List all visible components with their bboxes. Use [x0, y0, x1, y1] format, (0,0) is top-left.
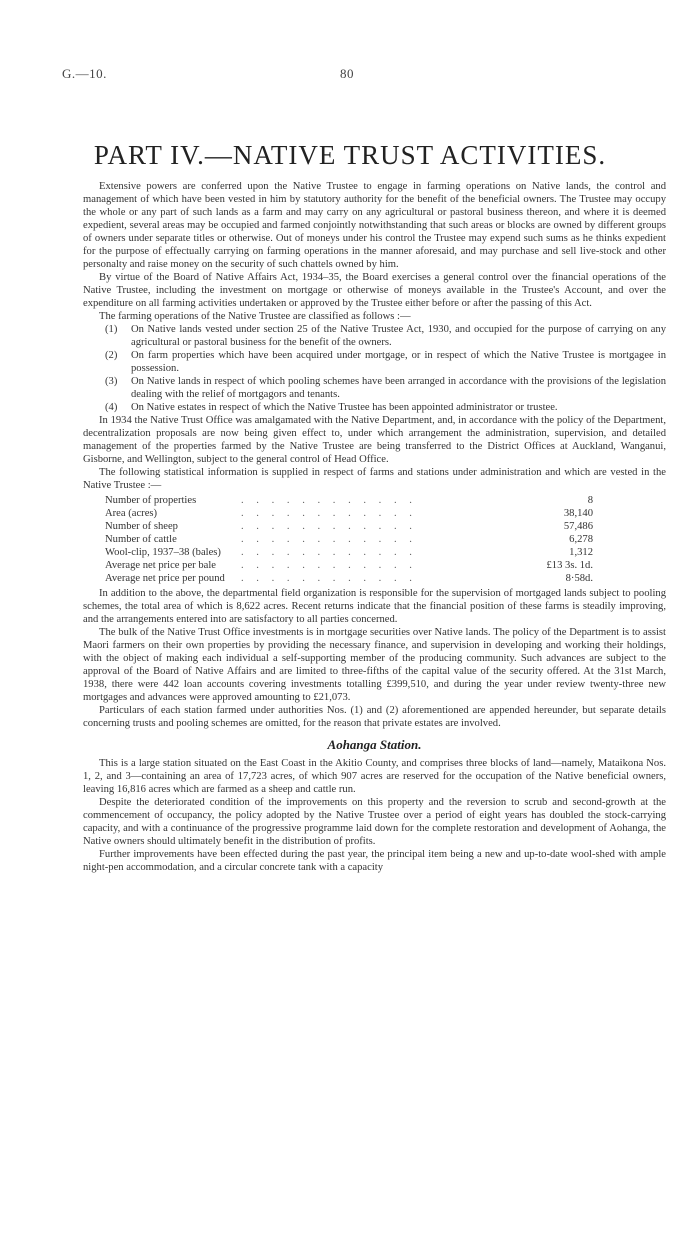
list-item [83, 401, 666, 414]
leader-dots: . . . . . . . . . . . . [241, 560, 417, 571]
stat-label: Number of cattle [105, 534, 177, 545]
leader-dots: . . . . . . . . . . . . [241, 508, 417, 519]
list-item-text: On Native estates in respect of which the Native Trustee has been appointed administrator or trustee. [131, 402, 558, 413]
list-item-text: On Native lands vested under section 25 of the Native Trustee Act, 1930, and occupied for the purpose of carrying on any agricultural or pastoral business for the benefit of the owners. [131, 324, 666, 348]
list-item-number: (2) [105, 350, 118, 361]
leader-dots: . . . . . . . . . . . . [241, 495, 417, 506]
leader-dots: . . . . . . . . . . . . [241, 521, 417, 532]
paragraph: In 1934 the Native Trust Office was amalgamated with the Native Department, and, in accordance with the policy of the Department, decentralization proposals are now being given effect to, under which arrangement the administration, supervision, and detailed management of the properties farmed by the Native Trustee are being transferred to the District Offices at Auckland, Wanganui, Gisborne, and Wellington, subject to the general control of Head Office. [83, 415, 666, 465]
leader-dots: . . . . . . . . . . . . [241, 547, 417, 558]
list-item-text: On farm properties which have been acquired under mortgage, or in respect of which the Native Trustee is mortgagee in possession. [131, 350, 666, 374]
stat-label: Number of sheep [105, 521, 178, 532]
paragraph: In addition to the above, the departmental field organization is responsible for the supervision of mortgaged lands subject to pooling schemes, the total area of which is 8,622 acres. Recent returns indicate that the financial position of these farms is steadily improving, and the arrangements entered into are satisfactory to all parties concerned. [83, 588, 666, 625]
paragraph: The following statistical information is supplied in respect of farms and stations under administration and which are vested in the Native Trustee :— [83, 467, 666, 491]
paragraph: This is a large station situated on the East Coast in the Akitio County, and comprises three blocks of land—namely, Mataikona Nos. 1, 2, and 3—containing an area of 17,723 acres, of which 907 acres are reserved for the occupation of the Native beneficial owners, leaving 16,816 acres which are farmed as a sheep and cattle run. [83, 758, 666, 795]
classification-list [83, 323, 666, 414]
paragraph: The bulk of the Native Trust Office investments is in mortgage securities over Native lands. The policy of the Department is to assist Maori farmers on their own properties by providing the necessary finance, and supervision in developing and working their holdings, with the object of making each individual a self-supporting member of the producing community. Such advances are subject to the approval of the Board of Native Affairs and are limited to three-fifths of the capital value of the security offered. At the 31st March, 1938, there were 442 loan accounts covering investments totalling £399,510, and during the year under review twenty-three new mortgages and advances were approved amounting to £21,073. [83, 627, 666, 703]
stat-value: 6,278 [569, 534, 593, 545]
table-row [105, 507, 593, 520]
stat-label: Average net price per bale [105, 560, 216, 571]
stat-value: 1,312 [569, 547, 593, 558]
section-subheading: Aohanga Station. [327, 737, 422, 752]
list-item [83, 323, 666, 349]
list-item-number: (4) [105, 402, 118, 413]
paragraph: Despite the deteriorated condition of the improvements on this property and the reversion to scrub and second-growth at the commencement of occupancy, the policy adopted by the Native Trustee over a period of eight years has doubled the stock-carrying capacity, and with a continuance of the progressive programme laid down for the complete restoration and development of Aohanga, the Native owners should ultimately benefit in the distribution of profits. [83, 797, 666, 847]
table-row [105, 533, 593, 546]
table-row [105, 546, 593, 559]
stat-label: Wool-clip, 1937–38 (bales) [105, 547, 221, 558]
stat-value: 8·58d. [565, 573, 593, 584]
list-item-number: (3) [105, 376, 118, 387]
body-text [83, 180, 666, 874]
list-item [83, 375, 666, 401]
stat-value: 38,140 [563, 508, 593, 519]
stat-value: £13 3s. 1d. [546, 560, 593, 571]
leader-dots: . . . . . . . . . . . . [241, 534, 417, 545]
table-row [105, 572, 593, 585]
table-row [105, 520, 593, 533]
list-item [83, 349, 666, 375]
list-item-number: (1) [105, 324, 118, 335]
leader-dots: . . . . . . . . . . . . [241, 573, 417, 584]
page-number: 80 [340, 66, 354, 81]
stat-label: Number of properties [105, 495, 197, 506]
paragraph: The farming operations of the Native Trustee are classified as follows :— [99, 311, 411, 322]
table-row [105, 559, 593, 572]
statistics-table [105, 494, 593, 585]
document-reference: G.—10. [62, 66, 107, 81]
stat-label: Average net price per pound [105, 573, 225, 584]
list-item-text: On Native lands in respect of which pooling schemes have been arranged in accordance with the provisions of the legislation dealing with the relief of mortgagors and tenants. [131, 376, 666, 400]
stat-value: 8 [587, 495, 593, 506]
paragraph: Extensive powers are conferred upon the Native Trustee to engage in farming operations on Native lands, the control and management of which have been vested in him by statutory authority for the benefit of the beneficial owners. The Trustee may occupy the whole or any part of such lands as a farm and may carry on any agricultural or pastoral business thereon, and where it is deemed expedient, several areas may be occupied and farmed conjointly notwithstanding that such areas or blocks are owned by different groups of owners under separate titles or otherwise. Out of moneys under his control the Trustee may expend such sums as he thinks expedient for the purpose of effectually carrying on farming operations in the manner aforesaid, and may purchase and sell live-stock and other personalty and raise money on the security of such chattels owned by him. [83, 181, 666, 270]
paragraph: Further improvements have been effected during the past year, the principal item being a new and up-to-date wool-shed with ample night-pen accommodation, and a circular concrete tank with a capacity [83, 849, 666, 873]
stat-label: Area (acres) [105, 508, 158, 519]
stat-value: 57,486 [563, 521, 593, 532]
paragraph: By virtue of the Board of Native Affairs Act, 1934–35, the Board exercises a general control over the financial operations of the Native Trustee, including the investment on mortgage or otherwise of moneys available in the Trustee's Account, and over the expenditure on all farming activities undertaken or approved by the Trustee either before or after the passing of this Act. [83, 272, 666, 309]
page-title: PART IV.—NATIVE TRUST ACTIVITIES. [93, 140, 607, 170]
paragraph: Particulars of each station farmed under authorities Nos. (1) and (2) aforementioned are appended hereunder, but separate details concerning trusts and pooling schemes are omitted, for the reason that private estates are involved. [83, 705, 666, 729]
table-row [105, 494, 593, 507]
